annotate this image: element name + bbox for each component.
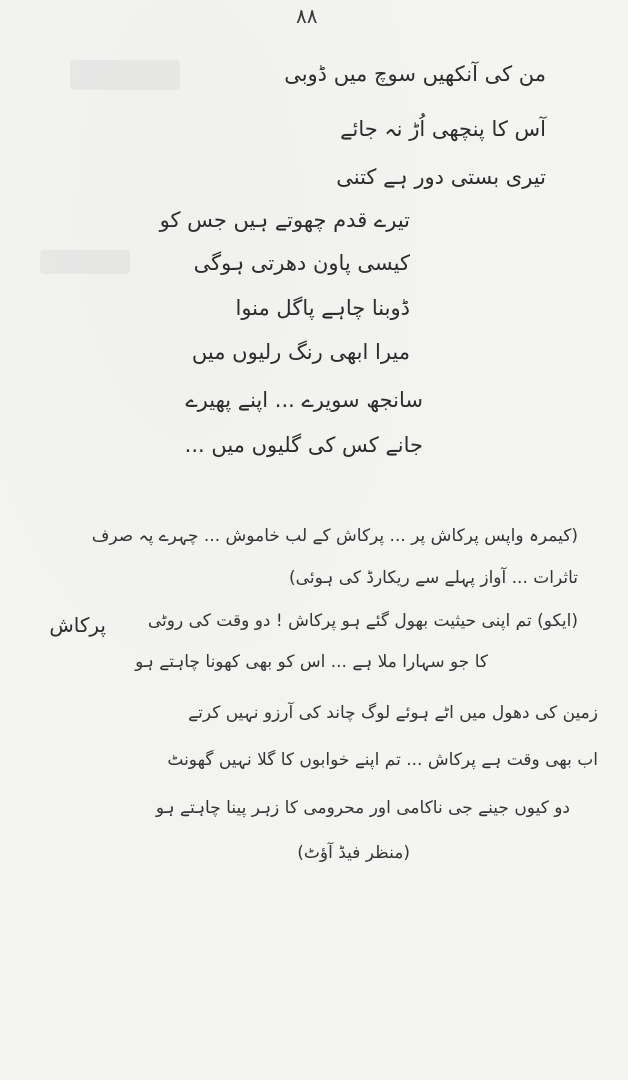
dialogue-line: دو کیوں جینے جی ناکامی اور محرومی کا زہر پینا چاہتے ہو <box>155 798 570 818</box>
song-line: من کی آنکھیں سوچ میں ڈوبی <box>284 62 546 86</box>
song-line: تیرے قدم چھوتے ہیں جس کو <box>159 208 410 232</box>
song-line: میرا ابھی رنگ رلیوں میں <box>191 340 410 364</box>
page-number: ۸۸ <box>296 4 318 28</box>
song-line: ڈوبنا چاہے پاگل منوا <box>235 296 410 320</box>
song-line: کیسی پاون دھرتی ہوگی <box>193 251 410 275</box>
scene-note: (منظر فیڈ آؤٹ) <box>297 843 410 863</box>
song-line: تیری بستی دور ہے کتنی <box>336 165 546 189</box>
song-line: سانجھ سویرے ... اپنے پھیرے <box>185 388 423 412</box>
paper-smudge <box>40 250 130 274</box>
stage-direction-line: تاثرات ... آواز پہلے سے ریکارڈ کی ہوئی) <box>289 568 578 588</box>
dialogue-line: زمین کی دھول میں اٹے ہوئے لوگ چاند کی آرزو نہیں کرتے <box>188 703 598 723</box>
speaker-name: پرکاش <box>49 613 106 637</box>
song-line: جانے کس کی گلیوں میں ... <box>184 433 423 457</box>
dialogue-line: (ایکو) تم اپنی حیثیت بھول گئے ہو پرکاش ! دو وقت کی روٹی <box>147 611 578 631</box>
paper-smudge <box>70 60 180 90</box>
stage-direction-line: (کیمرہ واپس پرکاش پر ... پرکاش کے لب خاموش ... چہرے پہ صرف <box>91 526 578 546</box>
song-line: آس کا پنچھی اُڑ نہ جائے <box>340 117 546 141</box>
dialogue-line: اب بھی وقت ہے پرکاش ... تم اپنے خوابوں کا گلا نہیں گھونٹ <box>167 750 598 770</box>
dialogue-line: کا جو سہارا ملا ہے ... اس کو بھی کھونا چاہتے ہو <box>135 652 488 672</box>
